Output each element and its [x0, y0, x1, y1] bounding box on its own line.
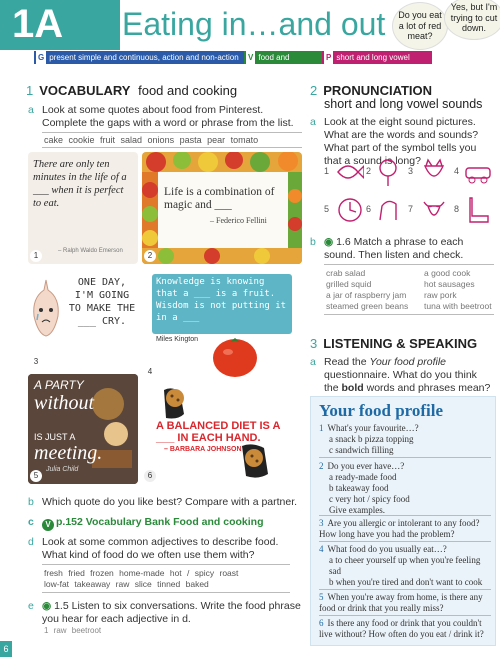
clock-sound-icon [336, 196, 364, 224]
speech-bubble-answer: Yes, but I'm trying to cut down. [444, 0, 500, 40]
audio-icon[interactable]: ◉ [42, 600, 52, 612]
vocab-tag: V [248, 53, 254, 62]
phrase: hot sausages [424, 279, 475, 289]
exercise-letter: c [28, 516, 34, 528]
onion-icon [30, 278, 62, 338]
quote-card-6 [142, 384, 302, 484]
section-subtitle: food and cooking [138, 83, 238, 98]
unit-tag [0, 0, 120, 50]
divider [319, 589, 491, 590]
exercise-letter: a [28, 104, 34, 116]
bull-sound-icon [420, 196, 448, 224]
section-number: 2 [310, 83, 318, 98]
exercise-letter: d [28, 536, 34, 548]
exercise-text: Which quote do you like best? Compare with a partner. [42, 496, 298, 508]
pron-tag: P [326, 53, 332, 62]
page-number: 6 [0, 641, 12, 657]
quote-author: Miles Kington [156, 336, 199, 343]
unit-number: 1A [12, 2, 64, 46]
cat-sound-icon [420, 158, 448, 186]
question-number: 1 [319, 423, 324, 433]
phrase-list [326, 268, 494, 312]
phrase: grilled squid [326, 279, 372, 289]
vocab-topic [244, 51, 322, 75]
pron-text: short and long vowel sounds [324, 53, 410, 75]
question-number: 2 [319, 461, 324, 471]
audio-icon[interactable]: ◉ [324, 236, 334, 248]
section-subtitle: short and long vowel sounds [324, 97, 483, 111]
question-option: a to cheer yourself up when you're feeling sad [329, 555, 481, 576]
quote-card-5 [28, 374, 138, 484]
profile-question-3 [319, 518, 493, 540]
question-number: 5 [319, 592, 324, 602]
question-option: a ready-made food [329, 472, 397, 482]
quote-author: – BARBARA JOHNSON [164, 446, 242, 453]
listen-a [310, 356, 494, 395]
sound-number: 4 [454, 166, 460, 176]
quote-text: A BALANCED DIET IS A ___ IN EACH HAND. [156, 420, 281, 444]
sound-number: 1 [324, 166, 330, 176]
quote-text: without [34, 392, 95, 414]
example-answer: 1 raw beetroot [44, 626, 102, 635]
profile-question-1 [319, 423, 493, 456]
speech-bubble-question: Do you eat a lot of red meat? [392, 2, 448, 50]
exercise-letter: b [28, 496, 34, 508]
quote-card-4 [142, 270, 302, 380]
exercise-letter: a [310, 116, 316, 128]
grammar-tag: G [38, 53, 45, 62]
divider [319, 615, 491, 616]
profile-question-4 [319, 544, 493, 588]
question-text: Is there any food or drink that you couldn't live without? How often do you eat / drink it? [319, 618, 484, 639]
quote-text: A PARTY [34, 378, 84, 392]
fish-sound-icon [336, 158, 364, 186]
exercise-text: 1.6 Match a phrase to each sound. Then listen and check. [324, 236, 464, 261]
page-title: Eating in…and out [122, 6, 386, 42]
question-option: c very hot / spicy food [329, 494, 410, 504]
quote-text: IS JUST A [34, 432, 76, 442]
header [0, 0, 500, 52]
vocab-heading [26, 83, 237, 98]
exercise-text-bold: bold [341, 382, 364, 394]
divider [324, 264, 494, 265]
exercise-text: Read the [324, 356, 370, 368]
vocab-d [28, 536, 302, 562]
question-option: b takeaway food [329, 483, 389, 493]
pron-topic [322, 51, 432, 75]
phrase: tuna with beetroot [424, 301, 492, 311]
divider [319, 515, 491, 516]
sound-number: 8 [454, 204, 460, 214]
section-title: PRONUNCIATION [323, 83, 433, 98]
quote-author: – Federico Fellini [210, 216, 267, 225]
exercise-text-italic: Your food profile [369, 356, 447, 368]
topic-bar [0, 51, 500, 75]
profile-question-2 [319, 461, 493, 516]
question-text: Do you ever have…? [327, 461, 405, 471]
sound-number: 6 [366, 204, 372, 214]
phrase: crab salad [326, 268, 366, 278]
grammar-text: present simple and continuous, action and non-action verbs [36, 53, 239, 75]
question-option: a snack b pizza topping [329, 434, 414, 444]
question-number: 3 [319, 518, 324, 528]
phrase: a good cook [424, 268, 471, 278]
phrase: raw pork [424, 290, 457, 300]
card-number: 2 [144, 250, 156, 262]
divider [42, 592, 290, 593]
quote-card-2 [142, 152, 302, 264]
divider [324, 314, 494, 315]
card-number: 4 [144, 366, 156, 378]
section-title: LISTENING & SPEAKING [323, 336, 478, 351]
divider [319, 457, 491, 458]
card-number: 3 [30, 356, 42, 368]
exercise-text: words and phrases mean? [363, 382, 491, 394]
vocab-text: food and cooking [246, 53, 290, 75]
quote-text: Knowledge is knowing that a ___ is a fruit. Wisdom is not putting it in a ___ [156, 277, 287, 323]
section-title: VOCABULARY [39, 83, 131, 98]
phrase: steamed green beans [326, 301, 409, 311]
quote-card-1 [28, 152, 138, 264]
exercise-letter: e [28, 600, 34, 612]
food-profile-title: Your food profile [319, 401, 444, 420]
vocab-c[interactable] [28, 516, 302, 531]
question-text: What food do you usually eat…? [327, 544, 447, 554]
pron-b [310, 236, 494, 262]
boot-sound-icon [464, 196, 492, 224]
quote-text: ONE DAY, I'M GOING TO MAKE THE ___ CRY. [68, 277, 136, 327]
exercise-text: Look at the eight sound pictures. What are the words and sounds? What part of the symbol tells you that a sound is long? [324, 116, 479, 167]
question-number: 6 [319, 618, 324, 628]
question-number: 4 [319, 544, 324, 554]
divider [319, 541, 491, 542]
card-number: 5 [30, 470, 42, 482]
quote-text: Life is a combination of magic and ___ [164, 186, 275, 211]
divider [42, 132, 302, 133]
tree-sound-icon [376, 158, 400, 186]
car-sound-icon [464, 158, 492, 186]
vocab-e [28, 600, 302, 626]
question-text: Are you allergic or intolerant to any food? How long have you had the problem? [319, 518, 480, 539]
divider [42, 147, 302, 148]
pron-heading [310, 83, 432, 98]
exercise-text: questionnaire. What do you think the [324, 369, 477, 394]
quote-author: – Ralph Waldo Emerson [58, 248, 123, 254]
divider [42, 564, 290, 565]
exercise-letter: b [310, 236, 316, 248]
card-number: 1 [30, 250, 42, 262]
sound-number: 7 [408, 204, 414, 214]
vocab-bank-icon: V [42, 519, 54, 531]
quote-text: There are only ten minutes in the life of a ___ when it is perfect to eat. [33, 159, 127, 209]
vocab-b [28, 496, 302, 509]
question-option: b when you're tired and don't want to cook [329, 577, 483, 587]
horse-sound-icon [376, 196, 400, 224]
quote-author: Julia Child [46, 466, 79, 473]
exercise-letter: a [310, 356, 316, 368]
grammar-topic [34, 51, 244, 75]
vocab-a [28, 104, 302, 130]
profile-question-5 [319, 592, 493, 614]
exercise-text: Look at some common adjectives to describe food. What kind of food do we often use them with? [42, 536, 279, 561]
question-option: c sandwich filling [329, 445, 394, 455]
tomato-image [210, 328, 260, 378]
question-text: What's your favourite…? [327, 423, 419, 433]
question-note: Give examples. [329, 505, 385, 515]
exercise-text: 1.5 Listen to six conversations. Write the food phrase you hear for each adjective in d. [42, 600, 301, 625]
sound-number: 3 [408, 166, 414, 176]
food-profile-box [310, 396, 496, 646]
quote-card-3 [28, 270, 140, 370]
exercise-text: Look at some quotes about food from Pinterest. Complete the gaps with a word or phrase from the list. [42, 104, 294, 129]
card-number: 6 [144, 470, 156, 482]
vocab-bank-link[interactable]: p.152 Vocabulary Bank Food and cooking [56, 516, 264, 528]
section-number: 3 [310, 336, 318, 351]
phrase: a jar of raspberry jam [326, 290, 407, 300]
quote-text: meeting. [34, 442, 103, 464]
question-text: When you're away from home, is there any food or drink that you really miss? [319, 592, 483, 613]
adjective-list-1: fresh fried frozen home-made hot / spicy roast [44, 568, 239, 578]
sound-number: 5 [324, 204, 330, 214]
section-number: 1 [26, 83, 34, 98]
profile-question-6 [319, 618, 493, 640]
sound-number: 2 [366, 166, 372, 176]
listen-heading [310, 336, 477, 351]
adjective-list-2: low-fat takeaway raw slice tinned baked [44, 579, 209, 589]
word-list: cake cookie fruit salad onions pasta pear tomato [44, 135, 259, 145]
